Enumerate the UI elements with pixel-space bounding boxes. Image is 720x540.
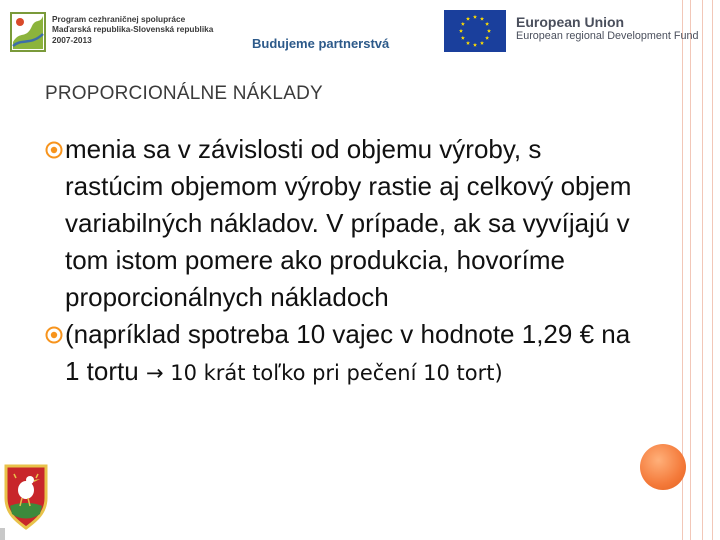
eu-flag-icon	[444, 10, 506, 52]
bullet-text: menia sa v závislosti od objemu výroby, s rastúcim objemom výroby rastie aj celkový objem variabilných nákladov. V prípade, ak sa vyvíjajú v tom istom pomere ako produkcia, hovoríme proporcionálnych nákladoch	[65, 134, 632, 312]
frame-line	[712, 0, 713, 540]
bullet-item	[45, 316, 645, 392]
program-logo	[10, 8, 248, 64]
program-line: Maďarská republika-Slovenská republika	[52, 24, 214, 35]
eu-label	[516, 14, 698, 43]
bullet-text: (napríklad spotreba 10 vajec v hodnote 1,29 € na 1 tortu	[65, 319, 631, 386]
tagline: Budujeme partnerstvá	[252, 36, 390, 51]
slide-body	[45, 131, 645, 392]
eu-subtitle: European regional Development Fund	[516, 30, 699, 42]
frame-line	[690, 0, 691, 540]
sun-bullet-icon	[45, 326, 63, 344]
program-line: 2007-2013	[52, 34, 92, 45]
eu-title: European Union	[516, 14, 625, 30]
bullet-item	[45, 131, 645, 316]
program-line: Program cezhraničnej spolupráce	[52, 14, 186, 24]
frame-line	[702, 0, 703, 540]
program-name	[52, 14, 213, 45]
coat-of-arms-icon	[0, 462, 52, 530]
sun-bullet-icon	[45, 141, 63, 159]
bullet-arrow-text: → 10 krát toľko pri pečení 10 tort)	[145, 361, 503, 385]
decorative-circle	[640, 444, 686, 490]
program-logo-icon	[10, 12, 46, 52]
slide-title: PROPORCIONÁLNE NÁKLADY	[45, 83, 323, 104]
